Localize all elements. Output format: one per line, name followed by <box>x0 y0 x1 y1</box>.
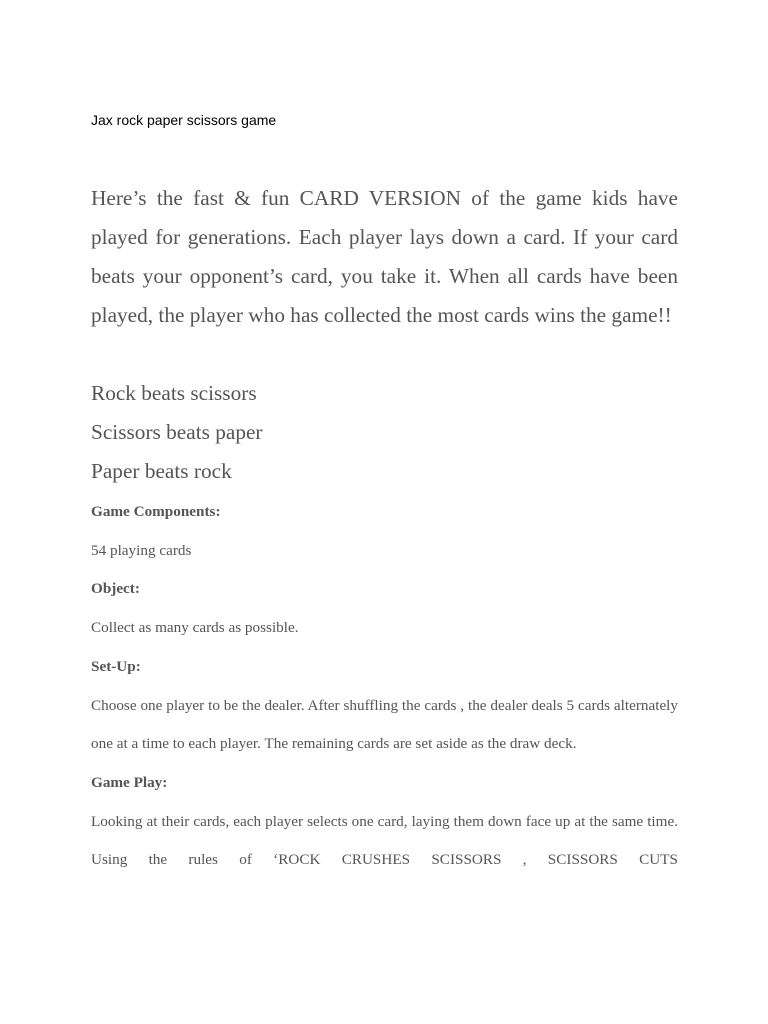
rule-item: Rock beats scissors <box>91 381 257 405</box>
rules-list <box>91 374 263 491</box>
rule-item: Scissors beats paper <box>91 420 263 444</box>
rule-item: Paper beats rock <box>91 459 232 483</box>
gameplay-text: Looking at their cards, each player selects one card, laying them down face up at the same time. Using the rules of ‘ROCK CRUSHES SCISSORS , SCISSORS CUTS <box>91 812 678 869</box>
gameplay-heading: Game Play: <box>91 773 168 791</box>
object-heading: Object: <box>91 580 140 598</box>
intro-paragraph: Here’s the fast & fun CARD VERSION of the game kids have played for generations. Each player lays down a card. If your card beats your opponent’s card, you take it. When all cards have been played, the player who has collected the most cards wins the game!! <box>91 186 678 327</box>
object-text: Collect as many cards as possible. <box>91 619 299 637</box>
components-heading: Game Components: <box>91 503 221 520</box>
setup-text: Choose one player to be the dealer. After shuffling the cards , the dealer deals 5 cards alternately one at a time to each player. The remaining cards are set aside as the draw deck. <box>91 696 678 753</box>
setup-heading: Set-Up: <box>91 657 141 675</box>
document-title: Jax rock paper scissors game <box>91 112 277 128</box>
components-text: 54 playing cards <box>91 541 192 559</box>
instructions-section <box>91 493 678 880</box>
